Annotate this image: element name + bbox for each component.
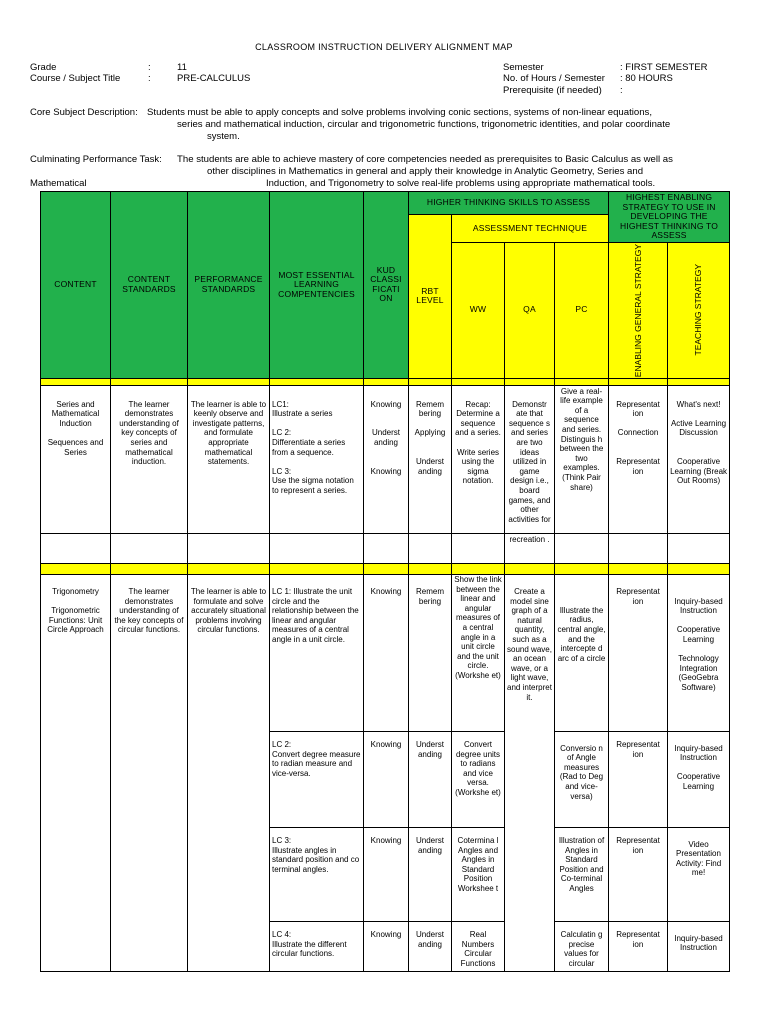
cell-competencies: LC 4: Illustrate the different circular functions. (270, 922, 364, 972)
meta-block (30, 62, 750, 98)
cell-performance-standards: The learner is able to keenly observe and investigate patterns, and formulate appropriate mathematical statements. (188, 385, 270, 571)
page-title: CLASSROOM INSTRUCTION DELIVERY ALIGNMENT MAP (255, 42, 513, 52)
culminating-task-line2: other disciplines in Mathematics in general and apply their knowledge in Analytic Geometry, Series and (207, 166, 644, 177)
header-performance-standards: PERFORMANCE STANDARDS (188, 192, 270, 379)
course-value: PRE-CALCULUS (177, 73, 251, 84)
cell-ww: Convert degree units to radians and vice versa. (Workshe et) (452, 732, 505, 828)
grade-label: Grade (30, 62, 57, 73)
core-description-label: Core Subject Description: (30, 107, 138, 118)
cell-content: Trigonometry Trigonometric Functions: Unit Circle Approach (41, 575, 111, 972)
header-teaching: TEACHING STRATEGY (668, 242, 730, 378)
header-assessment: ASSESSMENT TECHNIQUE (452, 215, 609, 243)
cell-competencies: LC 3: Illustrate angles in standard position and co terminal angles. (270, 828, 364, 922)
core-description-line3: system. (207, 131, 240, 142)
core-description-line2: series and mathematical induction, circular and trigonometric functions, trigonometric identities, and polar coordinate (177, 119, 671, 130)
cell-ww: Cotermina l Angles and Angles in Standard Position Workshee t (452, 828, 505, 922)
cell-qa: Demonstr ate that sequence s and series are two ideas utilized in game design i.e., board games, and other activities for (505, 385, 555, 571)
cell-kud: Knowing (364, 828, 409, 922)
cell-competencies: LC1: Illustrate a series LC 2: Differentiate a series from a sequence. LC 3: Use the sigma notation to represent a series. (270, 385, 364, 571)
header-pc: PC (555, 242, 609, 378)
culminating-task-label: Culminating Performance Task: (30, 154, 162, 165)
cell-enabling: Representat ion (609, 828, 668, 922)
cell-qa: recreation . (505, 534, 555, 564)
cell-content: Series and Mathematical Induction Sequences and Series (41, 385, 111, 571)
cell-enabling: Representat ion Connection Representat ion (609, 385, 668, 571)
cell-ww: Show the link between the linear and angular measures of a central angle in a unit circle and the unit circle. (Workshe et) (452, 575, 505, 732)
hours-value: : 80 HOURS (620, 73, 673, 84)
course-label: Course / Subject Title (30, 73, 121, 84)
header-kud: KUD CLASSI FICATI ON (364, 192, 409, 379)
cell-enabling: Representat ion (609, 922, 668, 972)
hours-label: No. of Hours / Semester (503, 73, 605, 84)
cell-kud: Knowing (364, 575, 409, 732)
header-qa: QA (505, 242, 555, 378)
cell-rbt: Underst anding (409, 732, 452, 828)
cell-kud: Knowing Underst anding Knowing (364, 385, 409, 571)
header-competencies: MOST ESSENTIAL LEARNING COMPENTENCIES (270, 192, 364, 379)
cell-teaching: Inquiry-based Instruction Cooperative Learning Technology Integration (GeoGebra Software) (668, 575, 730, 732)
cell-content-standards: The learner demonstrates understanding of the key concepts of circular functions. (111, 575, 188, 972)
cell-rbt: Remem bering Applying Underst anding (409, 385, 452, 571)
cell-competencies: LC 2: Convert degree measure to radian measure and vice-versa. (270, 732, 364, 828)
cell-enabling: Representat ion (609, 732, 668, 828)
semester-value: : FIRST SEMESTER (620, 62, 708, 73)
cell-rbt: Remem bering (409, 575, 452, 732)
culminating-task-line3b: Induction, and Trigonometry to solve real-life problems using appropriate mathematical tools. (266, 178, 656, 189)
cell-content-standards: The learner demonstrates understanding of key concepts of series and mathematical induction. (111, 385, 188, 571)
header-enabling: ENABLING GENERAL STRATEGY (609, 242, 668, 378)
core-description-line1: Students must be able to apply concepts and solve problems involving conic sections, systems of non-linear equations, (147, 107, 653, 118)
alignment-table-continued (40, 533, 730, 972)
header-content: CONTENT (41, 192, 111, 379)
cell-qa: Create a model sine graph of a natural quantity, such as a sound wave, an ocean wave, or a light wave, and interpret it. (505, 575, 555, 972)
yellow-separator (41, 564, 730, 575)
cell-teaching: What's next! Active Learning Discussion Cooperative Learning (Break Out Rooms) (668, 385, 730, 571)
table-row (41, 575, 730, 732)
semester-label: Semester (503, 62, 544, 73)
cell-pc: Illustrate the radius, central angle, and the intercepte d arc of a circle (555, 575, 609, 732)
cell-ww: Real Numbers Circular Functions (452, 922, 505, 972)
cell-performance-standards: The learner is able to formulate and solve accurately situational problems involving circular functions. (188, 575, 270, 972)
alignment-table (40, 191, 730, 572)
header-rbt: RBT LEVEL (409, 215, 452, 379)
prereq-label: Prerequisite (if needed) (503, 85, 602, 96)
cell-teaching: Inquiry-based Instruction Cooperative Learning (668, 732, 730, 828)
cell-rbt: Underst anding (409, 922, 452, 972)
cell-kud: Knowing (364, 732, 409, 828)
yellow-separator (41, 378, 730, 385)
cell-rbt: Underst anding (409, 828, 452, 922)
cell-pc: Illustration of Angles in Standard Position and Co-terminal Angles (555, 828, 609, 922)
cell-ww: Recap: Determine a sequence and a series. Write series using the sigma notation. (452, 385, 505, 571)
cell-teaching: Video Presentation Activity: Find me! (668, 828, 730, 922)
colon: : (148, 62, 151, 73)
cell-pc: Conversio n of Angle measures (Rad to Deg and vice-versa) (555, 732, 609, 828)
header-highest-strategy: HIGHEST ENABLING STRATEGY TO USE IN DEVELOPING THE HIGHEST THINKING TO ASSESS (609, 192, 730, 243)
cell-pc: Calculatin g precise values for circular (555, 922, 609, 972)
grade-value: 11 (177, 62, 187, 73)
header-hots: HIGHER THINKING SKILLS TO ASSESS (409, 192, 609, 215)
table-row (41, 534, 730, 564)
cell-enabling: Representat ion (609, 575, 668, 732)
header-ww: WW (452, 242, 505, 378)
prereq-value: : (620, 85, 623, 96)
header-content-standards: CONTENT STANDARDS (111, 192, 188, 379)
cell-kud: Knowing (364, 922, 409, 972)
cell-pc: Give a real-life example of a sequence and series. Distinguis h between the two examples. (Think Pair share) (555, 385, 609, 571)
culminating-task-line1: The students are able to achieve mastery of core competencies needed as prerequisites to Basic Calculus as well as (177, 154, 673, 165)
culminating-task-line3a: Mathematical (30, 178, 87, 189)
cell-teaching: Inquiry-based Instruction (668, 922, 730, 972)
colon: : (148, 73, 151, 84)
cell-competencies: LC 1: Illustrate the unit circle and the relationship between the linear and angular measures of a central angle in a unit circle. (270, 575, 364, 732)
